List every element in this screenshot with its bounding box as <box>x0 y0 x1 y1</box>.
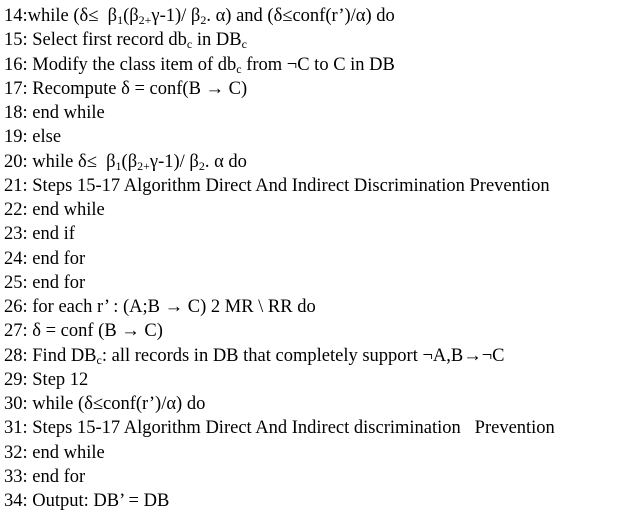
algorithm-line: 26: for each r’ : (A;B → C) 2 MR \ RR do <box>4 297 316 317</box>
algorithm-line: 25: end for <box>4 272 86 293</box>
algorithm-line: 23: end if <box>4 224 75 245</box>
algorithm-line: 30: while (δ≤conf(r’)/α) do <box>4 394 206 414</box>
algorithm-line: 14:while ($\delta\le \beta_1(\beta_{2+}\gamma-1)/$ $\beta_2$. α) and (δ≤conf(r’)/α) do <box>4 6 395 27</box>
algorithm-line: 28: Find $DB_c$: all records in DB that completely support ¬A,B→¬C <box>4 345 505 367</box>
algorithm-line: 20: while $\delta\le \beta_1(\beta_{2+}\gamma-1)/$ $\beta_2$. α do <box>4 151 247 173</box>
algorithm-line: 19: else <box>4 127 62 148</box>
algorithm-line: 17: Recompute δ = conf(B → C) <box>4 78 248 99</box>
algorithm-line: 31: Steps 15-17 Algorithm Direct And Indirect discrimination Prevention <box>4 418 555 439</box>
algorithm-line: 18: end while <box>4 103 105 123</box>
algorithm-line: 21: Steps 15-17 Algorithm Direct And Indirect Discrimination Prevention <box>4 175 550 196</box>
algorithm-line: 16: Modify the class item of $db_c$ from ¬C to C in DB <box>4 54 395 76</box>
algorithm-line: 22: end while <box>4 200 105 220</box>
algorithm-line: 27: δ = conf (B → C) <box>4 321 163 342</box>
algorithm-line: 32: end while <box>4 442 105 463</box>
algorithm-line: 24: end for <box>4 248 86 269</box>
algorithm-line: 29: Step 12 <box>4 369 89 390</box>
algorithm-listing <box>4 4 640 513</box>
algorithm-line: 34: Output: DB’ = DB <box>4 491 170 511</box>
algorithm-line: 15: Select first record $db_c$ in $DB_c$ <box>4 30 247 52</box>
algorithm-line: 33: end for <box>4 466 86 487</box>
